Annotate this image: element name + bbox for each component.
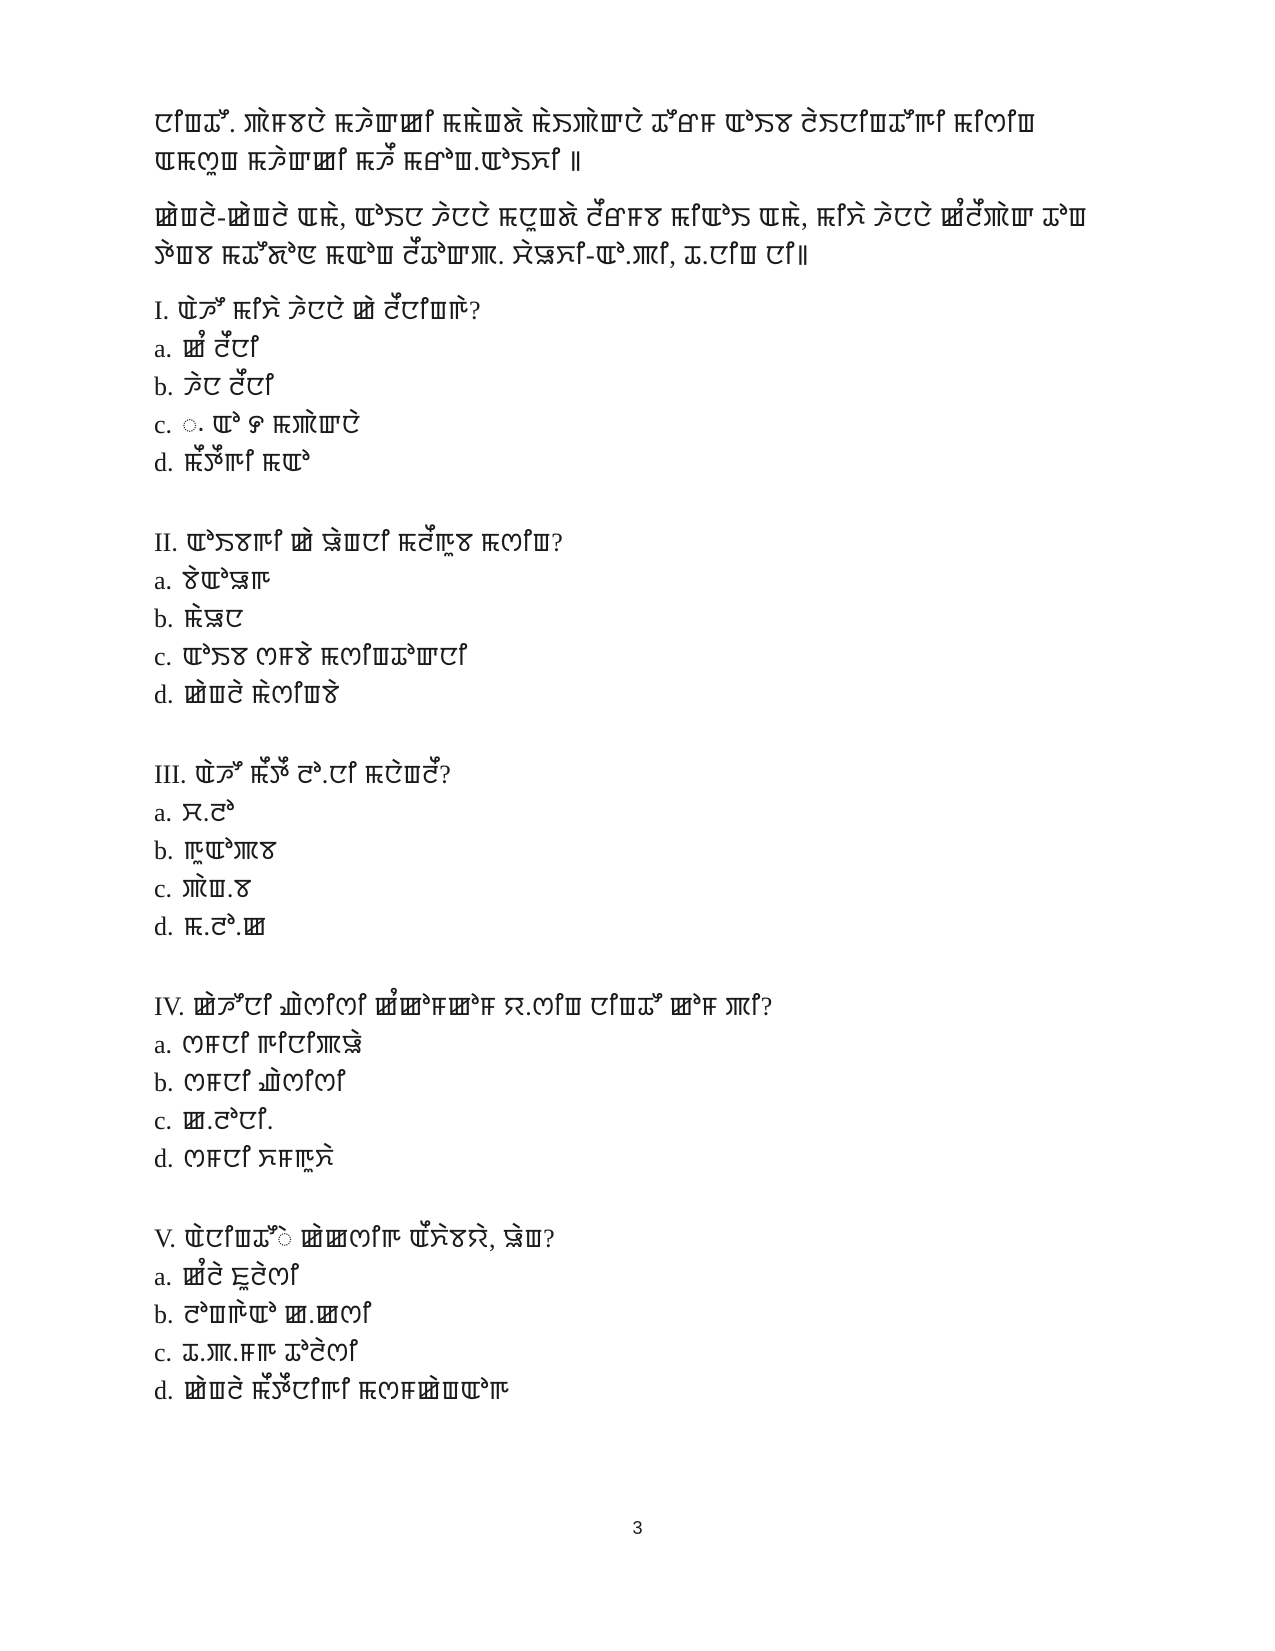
option-text: ꯃꯩꯇꯩꯒꯤ ꯃꯑꯣ — [183, 448, 311, 477]
option-letter: d. — [154, 912, 174, 941]
option-letter: c. — [154, 874, 173, 903]
option-letter: c. — [154, 1338, 173, 1367]
question-line — [154, 756, 1114, 794]
option-letter: a. — [154, 1030, 173, 1059]
option-letter: d. — [154, 448, 174, 477]
option-letter: a. — [154, 798, 173, 827]
option-text: ꯬ ꯑꯣ ꯸ ꯃꯄꯥꯛꯅꯥ — [182, 410, 361, 439]
question-1 — [154, 292, 1114, 482]
option-letter: b. — [154, 604, 174, 633]
question-number: V. — [154, 1224, 176, 1253]
question-1-option-c — [154, 406, 1114, 444]
option-letter: a. — [154, 334, 173, 363]
question-text: ꯑꯥꯅꯤꯡꯊꯧꯥ ꯀꯥꯀꯁꯤꯒ ꯑꯩꯈꯥꯕꯌꯥ, ꯎꯥꯡ? — [183, 1224, 556, 1253]
option-letter: c. — [154, 642, 173, 671]
question-3 — [154, 756, 1114, 946]
question-line — [154, 524, 1114, 562]
option-text: ꯊ.ꯄ.ꯝꯒ ꯊꯣꯂꯥꯁꯤ — [182, 1338, 359, 1367]
question-number: III. — [154, 760, 187, 789]
option-text: ꯆ.ꯂꯣ — [182, 798, 235, 827]
option-letter: b. — [154, 372, 174, 401]
question-1-option-d — [154, 444, 1114, 482]
questions-list — [154, 292, 1114, 1410]
question-text: ꯀꯥꯍꯧꯅꯤ ꯉꯥꯁꯤꯁꯤ ꯀꯪꯀꯣꯝꯀꯣꯝ ꯌ.ꯁꯤꯡ ꯅꯤꯡꯊꯧ ꯀꯣꯝ ꯄꯤ? — [192, 992, 773, 1021]
question-5-option-c — [154, 1334, 1114, 1372]
question-line — [154, 1220, 1114, 1258]
question-3-option-c — [154, 870, 1114, 908]
option-letter: d. — [154, 1144, 174, 1173]
question-number: I. — [154, 296, 170, 325]
question-1-option-b — [154, 368, 1114, 406]
option-letter: d. — [154, 680, 174, 709]
question-4-option-d — [154, 1140, 1114, 1178]
question-4-option-a — [154, 1026, 1114, 1064]
option-text: ꯑꯣꯏꯕ ꯁꯝꯕꯥ ꯃꯁꯤꯡꯊꯣꯛꯅꯤ — [182, 642, 468, 671]
option-text: ꯁꯝꯅꯤ ꯒꯤꯅꯤꯄꯎꯥ — [182, 1030, 364, 1059]
question-number: II. — [154, 528, 178, 557]
options-list — [154, 330, 1114, 482]
question-3-option-a — [154, 794, 1114, 832]
option-text: ꯁꯝꯅꯤ ꯉꯥꯁꯤꯁꯤ — [183, 1068, 346, 1097]
question-2-option-b — [154, 600, 1114, 638]
question-2-option-d — [154, 676, 1114, 714]
option-letter: b. — [154, 1300, 174, 1329]
options-list — [154, 562, 1114, 714]
question-5-option-a — [154, 1258, 1114, 1296]
question-5 — [154, 1220, 1114, 1410]
page-number: 3 — [632, 1518, 643, 1538]
question-4-option-b — [154, 1064, 1114, 1102]
option-text: ꯁꯝꯅꯤ ꯈꯝꯒꯨꯈꯥ — [183, 1144, 335, 1173]
option-letter: b. — [154, 1068, 174, 1097]
option-text: ꯍꯥꯅ ꯂꯩꯅꯤ — [183, 372, 275, 401]
question-2 — [154, 524, 1114, 714]
question-5-option-b — [154, 1296, 1114, 1334]
question-3-option-d — [154, 908, 1114, 946]
question-2-option-a — [154, 562, 1114, 600]
question-number: IV. — [154, 992, 185, 1021]
option-text: ꯀꯪꯂꯥ ꯐꯨꯂꯥꯁꯤ — [182, 1262, 300, 1291]
option-text: ꯄꯥꯡ.ꯕ — [182, 874, 252, 903]
question-4 — [154, 988, 1114, 1178]
option-letter: a. — [154, 566, 173, 595]
option-text: ꯃ.ꯂꯣ.ꯀ — [183, 912, 267, 941]
option-text: ꯕꯥꯑꯣꯎꯒ — [182, 566, 272, 595]
question-4-option-c — [154, 1102, 1114, 1140]
question-2-option-c — [154, 638, 1114, 676]
options-list — [154, 794, 1114, 946]
question-5-option-d — [154, 1372, 1114, 1410]
option-letter: a. — [154, 1262, 173, 1291]
question-3-option-b — [154, 832, 1114, 870]
question-text: ꯑꯣꯏꯕꯒꯤ ꯀꯥ ꯎꯥꯡꯅꯤ ꯃꯂꯩꯒꯨꯕ ꯃꯁꯤꯡ? — [185, 528, 564, 557]
question-line — [154, 988, 1114, 1026]
option-text: ꯃꯥꯎꯅ — [183, 604, 244, 633]
option-text: ꯂꯣꯡꯒꯥꯑꯣ ꯀ.ꯀꯁꯤ — [183, 1300, 372, 1329]
option-letter: c. — [154, 410, 173, 439]
paragraph-1: ꯅꯤꯡꯊꯧ. ꯄꯥꯝꯕꯅꯥ ꯃꯍꯥꯛꯀꯤ ꯃꯃꯥꯡꯗꯥ ꯃꯥꯏꯄꯥꯛꯅꯥ ꯊꯧꯔꯝ ꯑꯣꯏꯕ ꯂꯥꯏꯅꯤꯡꯊꯧꯒꯤ ꯃꯤꯁꯤꯡ ꯑꯃꯁꯨꯡ ꯃꯍꯥꯛꯀꯤ ꯃꯍꯩ ꯃꯔꯣꯡ.ꯑꯣꯏꯈꯤ ꯫ — [154, 108, 1037, 176]
question-text: ꯑꯥꯍꯧ ꯃꯩꯇꯩ ꯂꯣ.ꯅꯤ ꯃꯅꯥꯡꯂꯩ? — [194, 760, 452, 789]
option-text: ꯀ.ꯂꯣꯅꯤ. — [182, 1106, 274, 1135]
option-text: ꯀꯥꯡꯂꯥ ꯃꯥꯁꯤꯡꯕꯥ — [183, 680, 340, 709]
question-text: ꯑꯥꯍꯧ ꯃꯤꯈꯥ ꯍꯥꯅꯅꯥ ꯀꯥ ꯂꯩꯅꯤꯡꯒꯥ? — [177, 296, 482, 325]
option-letter: b. — [154, 836, 174, 865]
options-list — [154, 1258, 1114, 1410]
paragraph-2: ꯀꯥꯡꯂꯥ-ꯀꯥꯡꯂꯥ ꯑꯃꯥ, ꯑꯣꯏꯅ ꯍꯥꯅꯅꯥ ꯃꯅꯨꯡꯗꯥ ꯂꯩꯔꯝꯕ ꯃꯤꯑꯣꯏ ꯑꯃꯥ, ꯃꯤꯈꯥ ꯍꯥꯅꯅꯥ ꯀꯪꯂꯩꯄꯥꯛ ꯊꯣꯡ ꯇꯥꯡꯕ ꯃꯊꯧꯗꯣꯟ ꯃꯑꯣꯡ ꯂꯩꯊꯣꯛꯄ. ꯆꯥꯎꯈꯤ-ꯑꯣ.ꯄꯤ, ꯊ.ꯅꯤꯡ ꯅꯤ꯫ — [154, 202, 1088, 270]
document-body — [154, 104, 1114, 1452]
options-list — [154, 1026, 1114, 1178]
option-letter: c. — [154, 1106, 173, 1135]
option-text: ꯒꯨꯑꯣꯄꯕ — [183, 836, 278, 865]
option-text: ꯀꯥꯡꯂꯥ ꯃꯩꯇꯩꯅꯤꯒꯤ ꯃꯁꯝꯀꯥꯡꯑꯣꯒ — [183, 1376, 510, 1405]
question-line — [154, 292, 1114, 330]
option-text: ꯀꯪ ꯂꯩꯅꯤ — [182, 334, 260, 363]
question-1-option-a — [154, 330, 1114, 368]
option-letter: d. — [154, 1376, 174, 1405]
